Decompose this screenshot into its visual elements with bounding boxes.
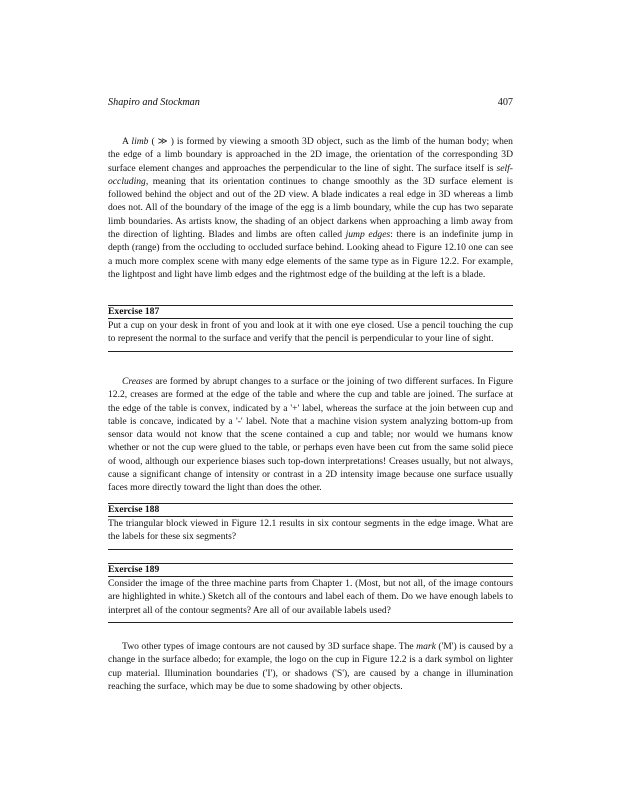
paragraph-limb: A limb ( ≫ ) is formed by viewing a smooth 3D object, such as the limb of the human body; when the edge of a limb boundary is approached in the 2D image, the orientation of the corresponding 3D surface element changes and approaches the perpendicular to the line of sight. The surface itself is self-occluding, meaning that its orientation continues to change smoothly as the 3D surface element is followed behind the object and out of the 2D view. A blade indicates a real edge in 3D whereas a limb does not. All of the boundary of the image of the egg is a limb boundary, while the cup has two separate limb boundaries. As artists know, the shading of an object darkens when approaching a limb away from the direction of lighting. Blades and limbs are often called jump edges: there is an indefinite jump in depth (range) from the occluding to occluded surface behind. Looking ahead to Figure 12.10 one can see a much more complex scene with many edge elements of the same type as in Figure 12.2. For example, the lightpost and light have limb edges and the rightmost edge of the building at the left is a blade. (108, 136, 513, 280)
exercise-box-188 (108, 503, 513, 550)
exercise-title: Exercise 187 (108, 306, 513, 319)
exercise-body: The triangular block viewed in Figure 12.1 results in six contour segments in the edge image. What are the labels for these six segments? (108, 518, 513, 543)
running-header (108, 97, 513, 111)
exercise-title: Exercise 189 (108, 564, 513, 577)
exercise-box-189 (108, 563, 513, 623)
exercise-title: Exercise 188 (108, 504, 513, 517)
term-creases: Creases (122, 376, 153, 387)
exercise-body: Consider the image of the three machine parts from Chapter 1. (Most, but not all, of the image contours are highlighted in white.) Sketch all of the contours and label each of them. Do we have enough labels to interpret all of the contour segments? Are all of our available labels used? (108, 578, 513, 616)
paragraph-creases: Creases are formed by abrupt changes to a surface or the joining of two different surfaces. In Figure 12.2, creases are formed at the edge of the table and where the cup and table are joined. The surface at the edge of the table is convex, indicated by a '+' label, whereas the surface at the join between cup and table is concave, indicated by a '-' label. Note that a machine vision system analyzing bottom-up from sensor data would not know that the scene contained a cup and table; nor would we humans know whether or not the cup were glued to the table, or perhaps even have been cut from the same solid piece of wood, although our experience biases such top-down interpretations! Creases usually, but not always, cause a significant change of intensity or contrast in a 2D intensity image because one surface usually faces more directly toward the light than does the other. (108, 376, 513, 494)
term-mark: mark (416, 641, 436, 652)
exercise-body: Put a cup on your desk in front of you and look at it with one eye closed. Use a pencil touching the cup to represent the normal to the surface and verify that the pencil is perpendicular to your line of sight. (108, 320, 513, 345)
term-limb: limb (131, 136, 149, 147)
page-number: 407 (497, 97, 513, 108)
term-self-occluding: self-occluding (108, 162, 513, 187)
exercise-box-187 (108, 305, 513, 352)
document-page (108, 0, 513, 800)
header-author: Shapiro and Stockman (108, 97, 200, 108)
paragraph-marks: Two other types of image contours are not caused by 3D surface shape. The mark ('M') is caused by a change in the surface albedo; for example, the logo on the cup in Figure 12.2 is a dark symbol on lighter cup material. Illumination boundaries ('I'), or shadows ('S'), are caused by a change in illumination reaching the surface, which may be due to some shadowing by other objects. (108, 641, 513, 692)
term-jump-edges: jump edges (345, 229, 391, 241)
